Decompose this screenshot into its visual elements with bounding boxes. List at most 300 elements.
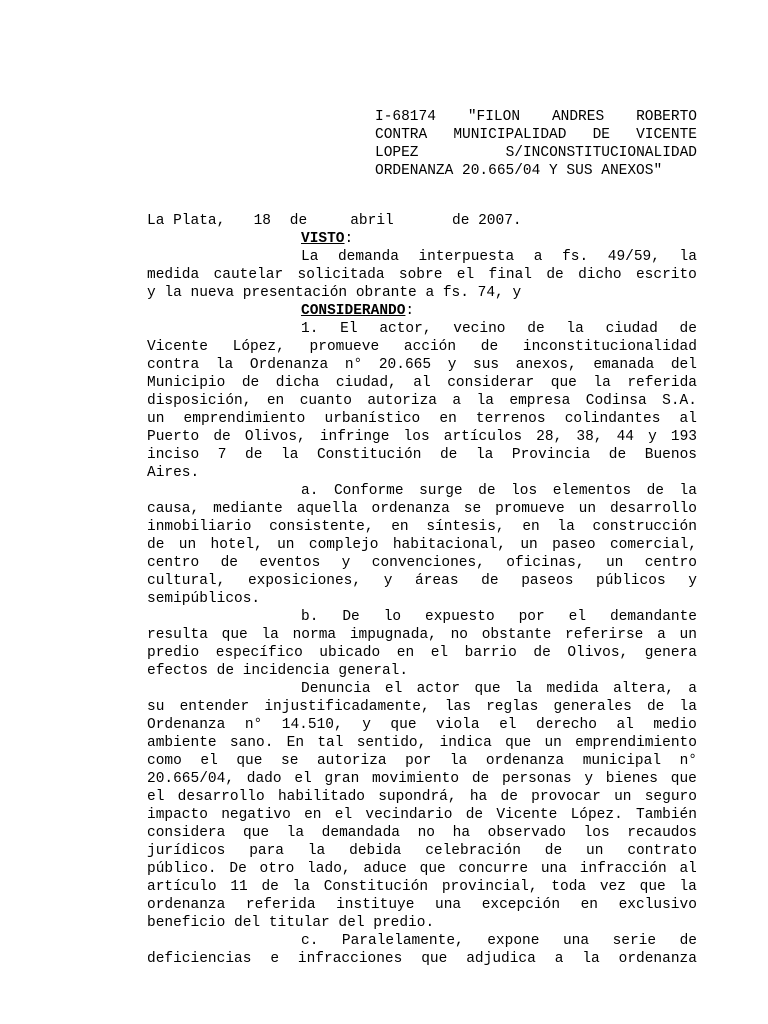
line-word: los <box>583 825 610 841</box>
line-word: se <box>463 501 482 517</box>
line-word: cautelar <box>213 267 284 283</box>
line-word: referida <box>627 375 697 391</box>
line-word: emanada <box>593 357 655 373</box>
line-word: actor <box>416 681 461 697</box>
line-word: cultural, <box>147 573 226 589</box>
line-word: adjudica <box>466 951 536 967</box>
line-word: para <box>249 843 284 859</box>
text-line <box>147 446 697 464</box>
line-word: los <box>511 483 538 499</box>
visto-colon: : <box>344 231 354 247</box>
text-line <box>147 482 697 500</box>
line-word: López, <box>232 339 285 355</box>
line-word: que <box>505 735 532 751</box>
line-word: urbanístico <box>324 411 421 427</box>
line-word: viola <box>436 717 480 733</box>
line-word: concurre <box>458 861 529 877</box>
line-word: Vicente <box>147 339 208 355</box>
line-word: de <box>213 429 231 445</box>
line-word: infracciones <box>297 951 403 967</box>
line-word: un <box>578 501 597 517</box>
text-line <box>147 788 697 806</box>
line-word: impacto <box>147 807 208 823</box>
line-word: emprendimiento <box>575 735 697 751</box>
line-word: supondrá, <box>378 789 457 805</box>
caption-word: ROBERTO <box>636 109 697 125</box>
date-line <box>147 212 697 230</box>
line-word: obstante <box>481 627 552 643</box>
line-word: a <box>452 393 462 409</box>
text-line <box>147 680 697 698</box>
text-line <box>147 896 697 914</box>
line-word: inciso <box>147 447 200 463</box>
text-line <box>147 626 697 644</box>
line-word: de <box>533 645 551 661</box>
line-word: 28, <box>536 429 563 445</box>
line-word: por <box>405 753 432 769</box>
line-word: que <box>474 681 501 697</box>
text-line <box>147 338 697 356</box>
line-word: exposiciones, <box>247 573 362 589</box>
line-word: ciudad <box>605 321 658 337</box>
line-word: 1. <box>301 321 319 337</box>
line-word: que <box>236 753 263 769</box>
line-word: que <box>390 717 417 733</box>
date-month: abril <box>350 213 394 229</box>
line-word: al <box>679 861 697 877</box>
line-word: lo <box>383 609 402 625</box>
line-word: e <box>270 951 280 967</box>
line-word: deficiencias <box>147 951 252 967</box>
line-word: Constitución <box>323 879 429 895</box>
line-word: paseo <box>552 537 596 553</box>
date-day: 18 <box>253 213 271 229</box>
line-word: tal <box>317 735 344 751</box>
line-word: n° <box>679 753 697 769</box>
caption-word: VICENTE <box>636 127 697 143</box>
line-word: negativo <box>221 807 291 823</box>
line-word: eventos <box>259 555 321 571</box>
line-word: de <box>478 483 496 499</box>
line-word: comercial, <box>609 537 697 553</box>
line-word: habilitado <box>277 789 365 805</box>
line-word: un <box>147 411 165 427</box>
line-word: 20.665/04, <box>147 771 235 787</box>
line-word: de <box>679 321 697 337</box>
line-word: En <box>286 735 305 751</box>
line-word: que <box>550 375 577 391</box>
caption-line <box>375 144 697 162</box>
line-word: mediante <box>213 501 283 517</box>
line-word: infracción <box>579 861 667 877</box>
text-line <box>147 698 697 716</box>
line-word: de <box>500 789 518 805</box>
line-word: construcción <box>592 519 697 535</box>
line-word: consistente, <box>269 519 374 535</box>
date-city: La Plata, <box>147 213 226 229</box>
line-word: la <box>679 249 697 265</box>
line-word: 38, <box>576 429 603 445</box>
line-word: y <box>341 555 351 571</box>
line-word: lado, <box>307 861 351 877</box>
line-word: de <box>439 447 458 463</box>
line-word: ubicado <box>319 645 381 661</box>
line-word: promueve <box>309 339 380 355</box>
text-line <box>147 878 697 896</box>
line-word: de <box>220 555 238 571</box>
caption-word: ORDENANZA 20.665/04 Y SUS ANEXOS" <box>375 163 663 179</box>
line-word: los <box>403 429 430 445</box>
line-word: en <box>266 393 285 409</box>
visto-heading: VISTO <box>301 231 345 247</box>
line-word: 20.665 <box>378 357 432 373</box>
line-word: la <box>292 879 310 895</box>
text-line <box>147 320 697 338</box>
text-line <box>147 914 697 932</box>
text-line <box>147 932 697 950</box>
line-word: impugnada, <box>349 627 437 643</box>
line-word: c. <box>301 933 319 949</box>
line-word: el <box>384 681 403 697</box>
line-word: el <box>499 717 517 733</box>
line-word: anexos, <box>515 357 577 373</box>
line-word: que <box>670 771 697 787</box>
line-word: en <box>396 645 415 661</box>
line-word: vecino <box>453 321 506 337</box>
line-word: Provincia <box>511 447 591 463</box>
caption-word: DE <box>592 127 610 143</box>
line-word: de <box>465 807 484 823</box>
line-word: medida <box>147 267 200 283</box>
line-word: de <box>245 447 263 463</box>
line-word: el <box>294 771 312 787</box>
line-word: paseos <box>521 573 574 589</box>
line-word: la <box>514 681 533 697</box>
line-word: 193 <box>670 429 697 445</box>
line-word: al <box>413 375 431 391</box>
line-word: vecindario <box>365 807 453 823</box>
line-word: empresa <box>509 393 571 409</box>
line-word: infringe <box>319 429 390 445</box>
line-word: expuesto <box>425 609 495 625</box>
line-word: seguro <box>644 789 697 805</box>
line-word: gran <box>324 771 360 787</box>
line-word: medio <box>653 717 697 733</box>
line-word: solicitada <box>297 267 385 283</box>
line-word: ordenanza <box>485 753 565 769</box>
caption-word: ANDRES <box>551 109 605 125</box>
line-text: semipúblicos. <box>147 591 261 607</box>
text-line <box>147 500 697 518</box>
line-word: de <box>608 447 627 463</box>
line-word: la <box>593 375 611 391</box>
text-line <box>147 752 697 770</box>
line-word: Municipio <box>147 375 226 391</box>
line-word: la <box>261 627 279 643</box>
line-word: Olivos, <box>567 645 629 661</box>
line-word: la <box>566 321 584 337</box>
line-word: aduce <box>363 861 407 877</box>
line-word: municipal <box>582 753 662 769</box>
line-word: Ordenanza <box>249 357 329 373</box>
line-word: en <box>522 519 540 535</box>
line-word: inmobiliario <box>147 519 252 535</box>
line-word: ha <box>452 825 471 841</box>
line-word: jurídicos <box>147 843 226 859</box>
line-word: un <box>544 735 562 751</box>
line-word: ordenanza <box>147 897 226 913</box>
line-word: excepción <box>481 897 561 913</box>
line-word: ordenanza <box>618 951 697 967</box>
text-line <box>147 248 697 266</box>
text-line <box>147 770 697 788</box>
line-word: surge <box>419 483 463 499</box>
line-word: Paralelamente, <box>341 933 464 949</box>
line-word: fs. <box>562 249 589 265</box>
line-word: de <box>481 573 499 589</box>
line-word: al <box>616 717 634 733</box>
line-word: De <box>342 609 360 625</box>
line-word: centro <box>147 555 200 571</box>
line-word: dado <box>246 771 282 787</box>
text-line <box>147 824 697 842</box>
line-word: considerar <box>447 375 535 391</box>
line-word: emprendimiento <box>183 411 306 427</box>
line-word: la <box>582 951 600 967</box>
line-word: un <box>605 555 624 571</box>
line-word: exclusivo <box>618 897 697 913</box>
line-word: dicha <box>275 375 320 391</box>
line-word: debida <box>349 843 402 859</box>
line-word: contra <box>147 357 200 373</box>
line-word: la <box>215 357 234 373</box>
text-line <box>147 284 697 302</box>
line-word: no <box>450 627 468 643</box>
line-word: barrio <box>464 645 517 661</box>
line-word: personas <box>501 771 572 787</box>
line-word: a <box>688 681 697 697</box>
line-word: dicho <box>578 267 622 283</box>
line-word: una <box>540 861 567 877</box>
line-word: áreas <box>415 573 459 589</box>
line-word: del <box>670 357 697 373</box>
line-word: terrenos <box>475 411 546 427</box>
line-word: complejo <box>308 537 379 553</box>
line-word: y <box>648 429 657 445</box>
line-word: otro <box>259 861 295 877</box>
line-word: altera, <box>613 681 674 697</box>
line-word: la <box>307 843 326 859</box>
line-word: desarrollo <box>609 501 697 517</box>
line-word: Vicente <box>496 807 558 823</box>
line-word: el <box>568 609 587 625</box>
line-word: Buenos <box>644 447 697 463</box>
line-word: de <box>679 933 697 949</box>
line-word: en <box>304 807 322 823</box>
line-word: ciudad, <box>335 375 397 391</box>
line-word: sentido, <box>356 735 427 751</box>
line-word: colindantes <box>564 411 661 427</box>
line-text: efectos de incidencia general. <box>147 663 409 679</box>
line-text: Aires. <box>147 465 200 481</box>
line-word: La <box>301 249 319 265</box>
line-word: públicos <box>596 573 666 589</box>
line-word: de <box>544 843 563 859</box>
line-word: autoriza <box>367 393 437 409</box>
line-word: demandada <box>321 825 400 841</box>
text-line <box>147 392 697 410</box>
line-word: El <box>340 321 358 337</box>
line-word: la <box>449 753 468 769</box>
line-word: promueve <box>495 501 565 517</box>
line-word: ambiente <box>147 735 217 751</box>
line-word: toda <box>551 879 587 895</box>
line-word: específico <box>215 645 303 661</box>
line-word: un <box>178 537 197 553</box>
caption-word: "FILON <box>467 109 521 125</box>
line-word: López. <box>570 807 623 823</box>
line-word: que <box>242 825 270 841</box>
line-word: provincial, <box>441 879 538 895</box>
line-word: reglas <box>486 699 539 715</box>
line-word: Puerto <box>147 429 200 445</box>
line-word: las <box>444 699 471 715</box>
line-word: n° <box>344 357 363 373</box>
text-line <box>147 950 697 968</box>
line-word: que <box>221 627 248 643</box>
line-word: resulta <box>147 627 208 643</box>
line-word: su <box>147 699 165 715</box>
line-word: y <box>584 771 594 787</box>
date-year: de 2007. <box>452 213 522 229</box>
line-word: a <box>533 249 543 265</box>
line-word: a <box>657 627 666 643</box>
line-word: bienes <box>605 771 659 787</box>
caption-word: LOPEZ <box>375 145 419 161</box>
line-word: en <box>439 411 457 427</box>
considerando-colon: : <box>405 303 415 319</box>
line-word: un <box>586 843 604 859</box>
text-line <box>147 572 697 590</box>
line-word: Olivos, <box>244 429 306 445</box>
line-word: elementos <box>552 483 632 499</box>
line-word: oficinas, <box>506 555 585 571</box>
line-word: y <box>362 717 371 733</box>
line-word: 7 <box>217 447 227 463</box>
line-word: la <box>679 699 697 715</box>
line-word: un <box>520 537 538 553</box>
text-line <box>147 806 697 824</box>
resolution-body <box>147 212 697 968</box>
text-line <box>147 356 697 374</box>
line-word: final <box>488 267 533 283</box>
line-word: la <box>679 483 697 499</box>
line-word: actor, <box>379 321 432 337</box>
caption-line <box>375 162 697 180</box>
line-word: norma <box>292 627 337 643</box>
line-word: interpuesta <box>418 249 515 265</box>
line-word: de <box>480 339 499 355</box>
line-word: Denuncia <box>301 681 371 697</box>
considerando-heading-line <box>147 302 697 320</box>
line-word: autoriza <box>316 753 387 769</box>
line-word: que <box>419 861 446 877</box>
text-line <box>147 428 697 446</box>
line-word: a. <box>301 483 319 499</box>
line-word: Codinsa <box>585 393 647 409</box>
line-word: de <box>261 879 279 895</box>
line-word: vez <box>599 879 626 895</box>
line-word: serie <box>612 933 657 949</box>
line-text: beneficio del titular del predio. <box>147 915 435 931</box>
line-word: público. <box>147 861 217 877</box>
line-word: contrato <box>627 843 697 859</box>
line-word: n° <box>244 717 263 733</box>
line-word: que <box>421 951 448 967</box>
line-word: de <box>646 483 664 499</box>
line-word: También <box>636 807 697 823</box>
text-line <box>147 734 697 752</box>
line-word: De <box>229 861 247 877</box>
line-word: el <box>147 789 165 805</box>
line-word: la <box>476 393 494 409</box>
line-word: causa, <box>147 501 200 517</box>
line-word: considera <box>147 825 226 841</box>
line-word: de <box>546 267 564 283</box>
text-line <box>147 536 697 554</box>
line-word: b. <box>301 609 319 625</box>
line-word: provocar <box>531 789 601 805</box>
line-word: medida <box>546 681 599 697</box>
line-word: injustificadamente, <box>264 699 430 715</box>
text-line <box>147 662 697 680</box>
text-line <box>147 644 697 662</box>
caption-word: CONTRA <box>375 127 428 143</box>
line-word: el <box>456 267 475 283</box>
line-word: sano. <box>229 735 274 751</box>
line-word: 49/59, <box>607 249 660 265</box>
line-word: un <box>277 537 295 553</box>
line-word: Conforme <box>333 483 404 499</box>
line-word: que <box>639 879 666 895</box>
line-word: no <box>417 825 436 841</box>
text-line <box>147 554 697 572</box>
line-word: celebración <box>425 843 521 859</box>
line-word: síntesis, <box>426 519 505 535</box>
line-word: 11 <box>230 879 248 895</box>
line-word: recaudos <box>627 825 697 841</box>
line-word: ordenanza <box>371 501 450 517</box>
line-word: hotel, <box>210 537 263 553</box>
line-word: un <box>679 627 697 643</box>
text-line <box>147 716 697 734</box>
line-word: de <box>527 321 545 337</box>
text-line <box>147 374 697 392</box>
line-word: de <box>147 537 165 553</box>
visto-heading-line <box>147 230 697 248</box>
line-word: sus <box>473 357 500 373</box>
line-word: referirse <box>565 627 644 643</box>
text-line <box>147 266 697 284</box>
line-word: la <box>557 519 575 535</box>
line-word: S.A. <box>662 393 697 409</box>
line-word: acción <box>403 339 457 355</box>
line-word: la <box>281 447 299 463</box>
line-word: la <box>475 447 494 463</box>
line-word: demanda <box>337 249 399 265</box>
line-word: como <box>147 753 182 769</box>
line-word: aquella <box>296 501 358 517</box>
